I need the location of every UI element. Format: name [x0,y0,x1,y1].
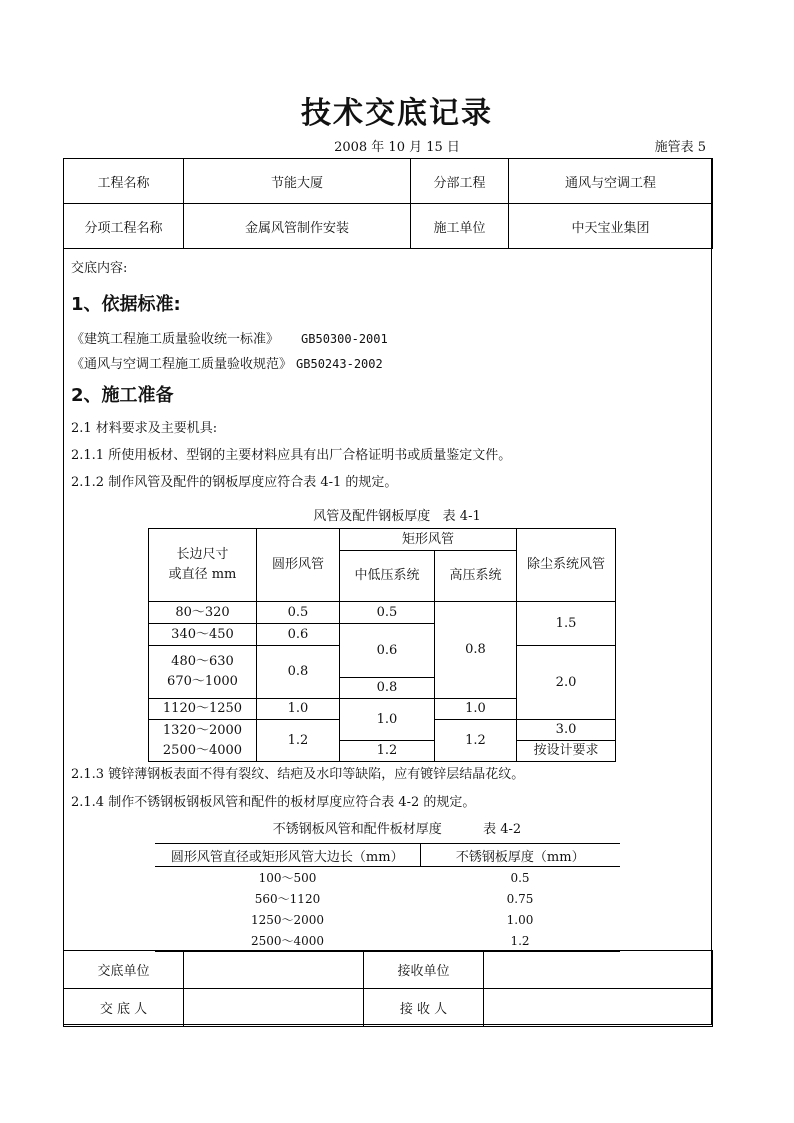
header-table [63,158,713,249]
receiver-label: 接 收 人 [364,989,484,1027]
header-thickness: 不锈钢板厚度（mm） [420,844,620,867]
cell: 340～450 [149,624,257,646]
standard-2 [71,353,383,372]
header-size: 圆形风管直径或矩形风管大边长（mm） [155,844,420,867]
header-size: 长边尺寸 [176,547,229,562]
cell: 100～500 [258,871,317,885]
paragraph: 2.1.4 制作不锈钢板钢板风管和配件的板材厚度应符合表 4-2 的规定。 [71,795,476,810]
standard-1 [71,328,388,347]
cell: 2500～4000 [155,930,420,952]
table-4-2-caption: 不锈钢板风管和配件板材厚度 表 4-2 [272,822,522,837]
contractor-label: 施工单位 [411,204,509,249]
division-label: 分部工程 [411,159,509,204]
header-high: 高压系统 [435,551,517,602]
cell: 1250～2000 [250,913,325,927]
table-4-1 [148,528,616,762]
table-4-1-caption: 风管及配件钢板厚度 表 4-1 [313,509,481,524]
cell: 0.8 [435,602,517,699]
cell: 0.6 [257,624,340,646]
cell: 按设计要求 [517,741,616,762]
header-dust: 除尘系统风管 [517,529,616,602]
issuer-unit-field[interactable] [184,951,364,989]
cell: 3.0 [517,720,616,741]
standard-1-code: GB50300-2001 [301,332,388,346]
cell: 1.0 [340,699,435,741]
contractor: 中天宝业集团 [509,204,713,249]
paragraph: 2.1.2 制作风管及配件的钢板厚度应符合表 4-1 的规定。 [71,475,398,490]
cell: 1.0 [257,699,340,720]
cell: 0.8 [257,646,340,699]
cell: 1320～2000 [162,722,243,738]
division: 通风与空调工程 [509,159,713,204]
cell: 1.2 [257,720,340,762]
cell: 0.5 [257,602,340,624]
standard-2-code: GB50243-2002 [296,357,383,371]
project-name-label: 工程名称 [64,159,184,204]
cell: 1.2 [420,930,620,952]
section-2-heading: 2、施工准备 [71,385,174,406]
table-4-2 [155,843,620,952]
cell: 0.8 [340,678,435,699]
project-name: 节能大厦 [184,159,411,204]
issuer-unit-label: 交底单位 [64,951,184,989]
paragraph: 2.1.3 镀锌薄钢板表面不得有裂纹、结疤及水印等缺陷，应有镀锌层结晶花纹。 [71,767,525,782]
header-rect: 矩形风管 [340,529,517,551]
cell: 80～320 [149,602,257,624]
cell: 1.2 [435,720,517,762]
cell: 0.75 [506,891,534,906]
issuer-field[interactable] [184,989,364,1027]
header-round: 圆形风管 [257,529,340,602]
subitem: 金属风管制作安装 [184,204,411,249]
cell: 1.0 [435,699,517,720]
page-title: 技术交底记录 [301,96,493,131]
date: 2008 年 10 月 15 日 [334,140,460,155]
section-1-heading: 1、依据标准: [71,294,181,315]
cell: 1.2 [340,741,435,762]
issuer-label: 交 底 人 [64,989,184,1027]
form-number: 施管表 5 [654,140,706,155]
cell: 560～1120 [254,892,321,906]
receiver-unit-label: 接收单位 [364,951,484,989]
receiver-field[interactable] [484,989,713,1027]
cell: 0.5 [340,602,435,624]
subitem-label: 分项工程名称 [64,204,184,249]
cell: 1.00 [506,912,534,927]
cell: 670～1000 [167,674,238,689]
standard-2-name: 《通风与空调工程施工质量验收规范》 [71,357,293,372]
cell: 2500～4000 [162,742,243,758]
header-size-unit: 或直径 mm [168,567,237,582]
cell: 0.6 [340,624,435,678]
content-label: 交底内容: [71,261,128,276]
cell: 480～630 [171,654,234,669]
cell: 1120～1250 [149,699,257,720]
paragraph: 2.1.1 所使用板材、型钢的主要材料应具有出厂合格证明书或质量鉴定文件。 [71,448,512,463]
cell: 2.0 [517,646,616,720]
paragraph: 2.1 材料要求及主要机具: [71,421,218,436]
cell: 1.5 [517,602,616,646]
standard-1-name: 《建筑工程施工质量验收统一标准》 [71,332,280,347]
signature-table [63,950,713,1027]
receiver-unit-field[interactable] [484,951,713,989]
cell: 0.5 [510,870,530,885]
header-low: 中低压系统 [340,551,435,602]
